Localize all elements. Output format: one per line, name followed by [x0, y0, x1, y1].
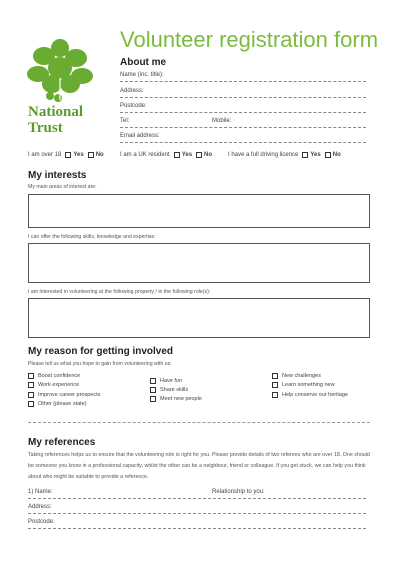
- reason-option[interactable]: [150, 378, 182, 384]
- page-title: Volunteer registration form: [120, 27, 379, 52]
- reason-label: Share skills: [160, 387, 189, 393]
- skills-question: I can offer the following skills, knowledge and expertise:: [28, 234, 156, 240]
- reason-checkbox[interactable]: [28, 373, 34, 379]
- uk-resident-question: [120, 152, 212, 158]
- address-field[interactable]: [120, 88, 366, 98]
- reason-label: Work experience: [38, 382, 80, 388]
- reason-label: Meet new people: [160, 396, 202, 402]
- reason-checkbox[interactable]: [272, 373, 278, 379]
- yes-label: Yes: [310, 152, 321, 158]
- reasons-intro: Please tell us what you hope to gain from volunteering with us:: [28, 361, 172, 367]
- interests-textarea[interactable]: [28, 194, 370, 228]
- relationship-label: Relationship to you:: [212, 489, 265, 495]
- tel-label: Tel:: [120, 118, 130, 124]
- reason-checkbox[interactable]: [28, 392, 34, 398]
- reason-label: Improve career prospects: [38, 392, 101, 398]
- reason-option[interactable]: [28, 401, 87, 407]
- interests-heading: My interests: [28, 170, 87, 181]
- over18-no-checkbox[interactable]: [88, 152, 94, 158]
- reason-option[interactable]: [150, 396, 202, 402]
- reason-checkbox[interactable]: [272, 392, 278, 398]
- property-question: I am interested in volunteering at the following property / in the following role(s):: [28, 289, 211, 295]
- referee-postcode-field[interactable]: [28, 519, 366, 529]
- uk-resident-no-checkbox[interactable]: [196, 152, 202, 158]
- reason-label: Other (please state): [38, 401, 87, 407]
- reason-option[interactable]: [150, 387, 188, 393]
- postcode-label: Postcode:: [120, 103, 147, 109]
- reason-checkbox[interactable]: [28, 382, 34, 388]
- postcode-field[interactable]: [120, 103, 366, 113]
- property-textarea[interactable]: [28, 298, 370, 338]
- reason-option[interactable]: [272, 382, 335, 388]
- about-heading: About me: [120, 57, 167, 68]
- no-label: No: [332, 152, 341, 158]
- reason-option[interactable]: [28, 373, 80, 379]
- name-field[interactable]: [120, 72, 366, 82]
- email-field[interactable]: [120, 133, 366, 143]
- over18-yes-checkbox[interactable]: [65, 152, 71, 158]
- references-heading: My references: [28, 437, 96, 448]
- reason-checkbox[interactable]: [150, 378, 156, 384]
- yes-label: Yes: [181, 152, 193, 158]
- referee-name-field[interactable]: [28, 489, 366, 499]
- reason-checkbox[interactable]: [150, 387, 156, 393]
- address-label: Address:: [120, 88, 144, 94]
- reason-option[interactable]: [272, 373, 321, 379]
- no-label: No: [204, 152, 213, 158]
- name-label: Name (inc. title):: [120, 72, 164, 78]
- referee-address-field[interactable]: [28, 504, 366, 514]
- yes-label: Yes: [73, 152, 84, 158]
- email-label: Email address:: [120, 133, 160, 139]
- licence-no-checkbox[interactable]: [325, 152, 331, 158]
- reason-checkbox[interactable]: [150, 396, 156, 402]
- brand-line-1: National: [28, 104, 84, 120]
- reason-label: Help conserve our heritage: [282, 392, 349, 398]
- reason-option[interactable]: [28, 392, 100, 398]
- reason-label: New challenges: [282, 373, 321, 379]
- reason-label: Boost confidence: [38, 373, 81, 379]
- over18-question: [28, 152, 104, 158]
- over18-label: I am over 18: [28, 152, 62, 158]
- uk-resident-yes-checkbox[interactable]: [174, 152, 180, 158]
- interests-question-1: My main areas of interest are:: [28, 184, 97, 190]
- other-reason-line[interactable]: [28, 422, 370, 423]
- brand-line-2: Trust: [28, 120, 63, 136]
- licence-yes-checkbox[interactable]: [302, 152, 308, 158]
- reason-label: Learn something new: [282, 382, 335, 388]
- referee-address-label: Address:: [28, 504, 52, 510]
- uk-resident-label: I am a UK resident: [120, 152, 170, 158]
- reason-label: Have fun: [160, 378, 183, 384]
- reason-checkbox[interactable]: [272, 382, 278, 388]
- no-label: No: [95, 152, 104, 158]
- licence-label: I have a full driving licence: [228, 152, 299, 158]
- mobile-label: Mobile:: [212, 118, 232, 124]
- skills-textarea[interactable]: [28, 243, 370, 283]
- reasons-heading: My reason for getting involved: [28, 346, 174, 357]
- licence-question: [228, 152, 341, 158]
- reason-option[interactable]: [28, 382, 79, 388]
- reason-option[interactable]: [272, 392, 348, 398]
- tel-field[interactable]: [120, 118, 366, 128]
- referee-name-label: 1) Name:: [28, 489, 53, 495]
- brand-wordmark: [28, 104, 83, 136]
- reason-checkbox[interactable]: [28, 401, 34, 407]
- referee-postcode-label: Postcode:: [28, 519, 55, 525]
- references-instructions: Taking references helps us to ensure that the volunteering role is right for you. Please provide details of two referees who are over 18. One should be someone you know in a professional capacity, whilst the other can be a neighbour, friend or colleague. If you get stuck, we can help you think about who might be suitable to provide a reference.: [28, 452, 370, 480]
